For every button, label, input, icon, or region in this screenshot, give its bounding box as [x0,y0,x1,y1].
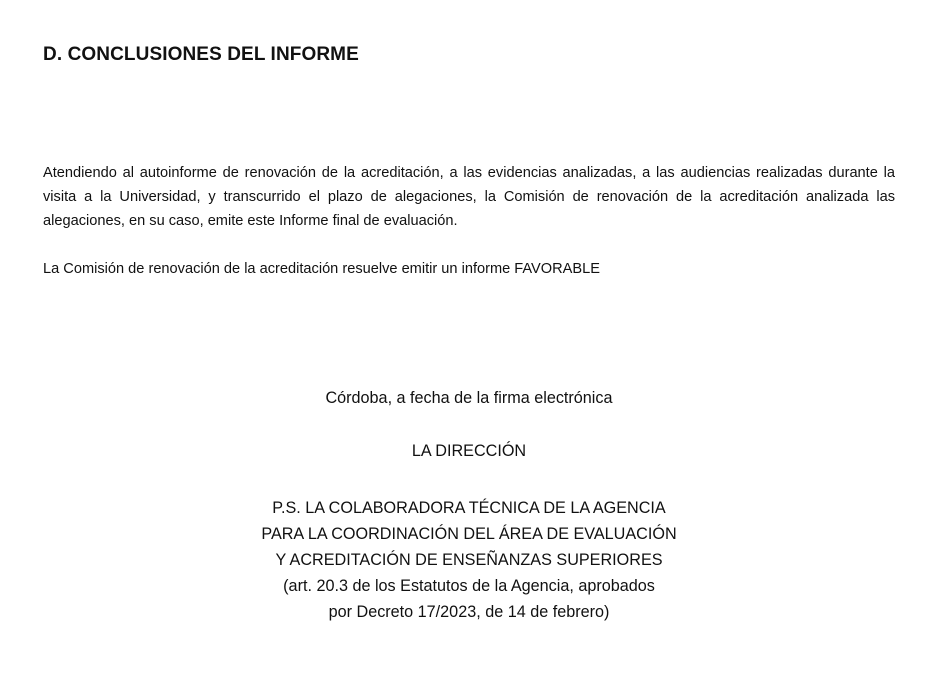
signatory-block [0,495,938,625]
conclusion-paragraph: Atendiendo al autoinforme de renovación de la acreditación, a las evidencias analizadas, a las audiencias realizadas durante la visita a la Universidad, y transcurrido el plazo de alegaciones, la Comisión de renovación de la acreditación analizada las alegaciones, en su caso, emite este Informe final de evaluación. [43,165,895,229]
resolution-paragraph: La Comisión de renovación de la acreditación resuelve emitir un informe FAVORABLE [43,261,600,277]
place-date-line: Córdoba, a fecha de la firma electrónica [325,389,613,407]
signatory-line: (art. 20.3 de los Estatutos de la Agencia, aprobados [283,577,655,595]
signatory-line: PARA LA COORDINACIÓN DEL ÁREA DE EVALUACIÓN [261,525,677,543]
signatory-line: por Decreto 17/2023, de 14 de febrero) [328,603,610,621]
section-heading: D. CONCLUSIONES DEL INFORME [43,44,359,65]
signatory-line: P.S. LA COLABORADORA TÉCNICA DE LA AGENCIA [272,499,666,517]
signatory-title: LA DIRECCIÓN [411,442,527,460]
signatory-line: Y ACREDITACIÓN DE ENSEÑANZAS SUPERIORES [275,551,663,569]
